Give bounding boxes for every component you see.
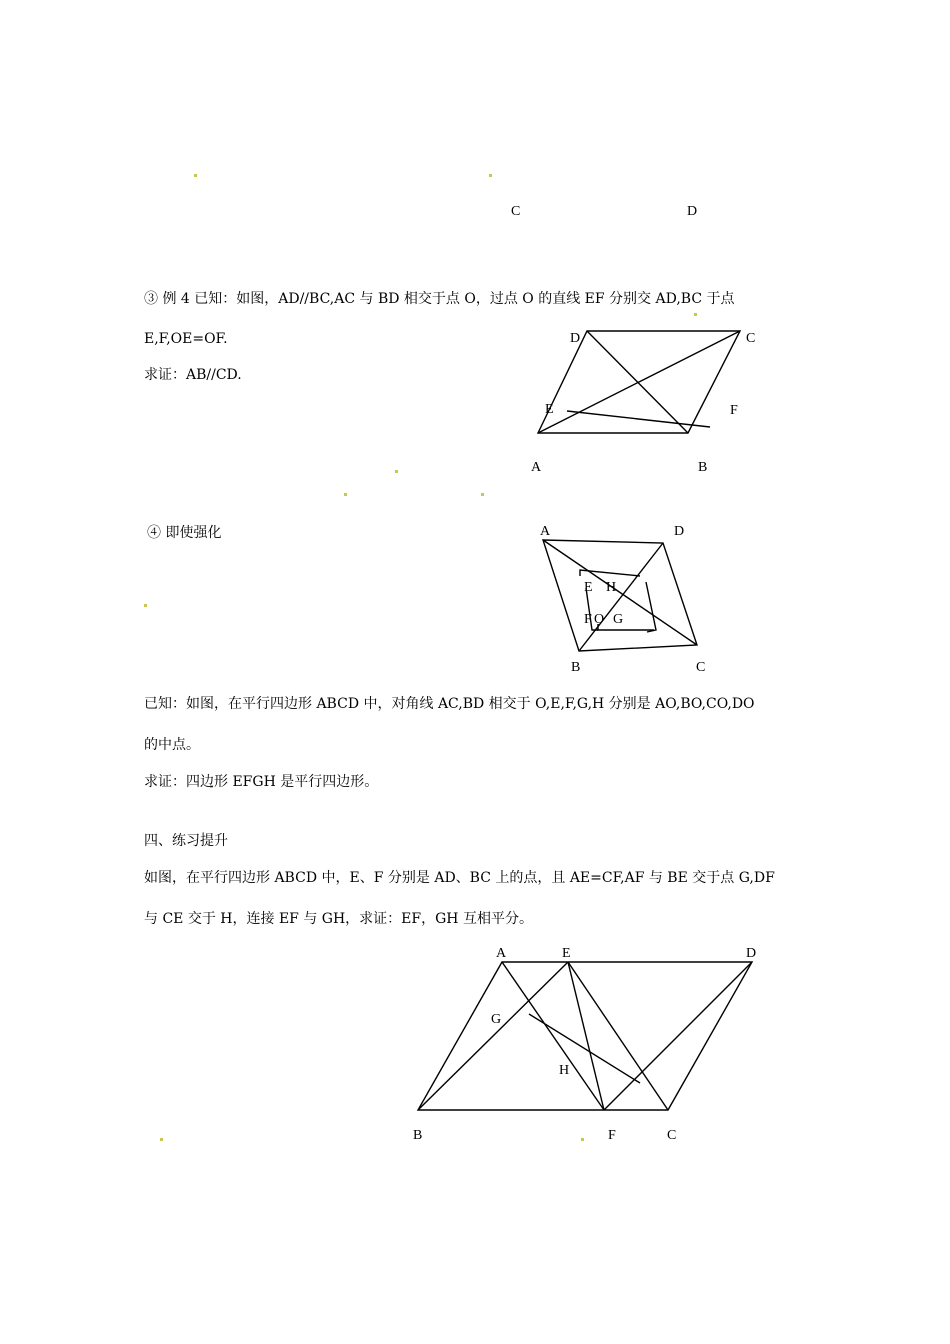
segment-be [418, 962, 568, 1110]
str-label-g: G [613, 612, 624, 627]
str-label-c: C [696, 660, 706, 675]
parallelogram-abcd [418, 962, 752, 1110]
segment-ef [568, 962, 604, 1110]
pr-label-d: D [746, 946, 757, 961]
segment-af [502, 962, 604, 1110]
pr-label-e: E [562, 946, 571, 961]
practice-line2: 与 CE 交于 H，连接 EF 与 GH，求证：EF，GH 互相平分。 [144, 911, 533, 927]
practice-header: 四、练习提升 [144, 833, 228, 849]
ex4-label-e: E [545, 402, 554, 417]
str-label-b: B [571, 660, 581, 675]
pr-label-h: H [559, 1063, 570, 1078]
example4-given: E,F,OE=OF. [144, 331, 228, 347]
segment-ce [568, 962, 668, 1110]
ex4-label-b: B [698, 460, 708, 475]
str-label-a: A [540, 524, 551, 539]
example4-prove: 求证：AB//CD. [144, 367, 242, 383]
strengthen-given-cont: 的中点。 [144, 737, 200, 753]
point-label-d: D [687, 204, 698, 219]
strengthen-given: 已知：如图，在平行四边形 ABCD 中，对角线 AC,BD 相交于 O,E,F,G,H 分别是 AO,BO,CO,DO [144, 696, 755, 712]
pr-label-b: B [413, 1128, 423, 1143]
ex4-label-f: F [730, 403, 738, 418]
ex4-label-c: C [746, 331, 756, 346]
str-label-d: D [674, 524, 685, 539]
segment-gh [529, 1014, 640, 1083]
strengthen-prove: 求证：四边形 EFGH 是平行四边形。 [144, 774, 379, 790]
str-label-o: O [594, 612, 605, 627]
point-label-c: C [511, 204, 521, 219]
strengthen-header: ④ 即使强化 [147, 525, 222, 541]
str-label-e: E [584, 580, 593, 595]
ex4-label-d: D [570, 331, 581, 346]
str-label-f: F [584, 612, 592, 627]
pr-label-c: C [667, 1128, 677, 1143]
practice-line1: 如图，在平行四边形 ABCD 中，E、F 分别是 AD、BC 上的点，且 AE=CF,AF 与 BE 交于点 G,DF [144, 870, 775, 886]
segment-df [604, 962, 752, 1110]
str-label-h: H [606, 580, 617, 595]
pr-label-f: F [608, 1128, 616, 1143]
pr-label-g: G [491, 1012, 502, 1027]
pr-label-a: A [496, 946, 507, 961]
ex4-label-a: A [531, 460, 542, 475]
example4-header: ③ 例 4 已知：如图，AD//BC,AC 与 BD 相交于点 O，过点 O 的直线 EF 分别交 AD,BC 于点 [144, 291, 735, 307]
